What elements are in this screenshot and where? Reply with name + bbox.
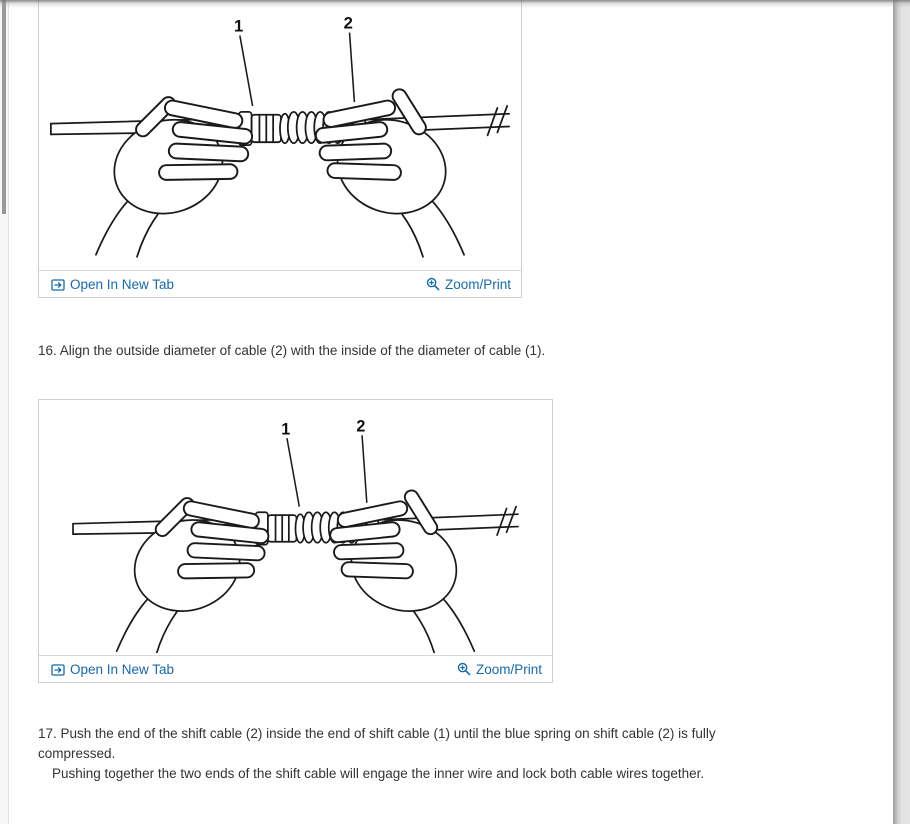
figure-1-image-area xyxy=(39,0,521,270)
open-in-new-tab-label: Open In New Tab xyxy=(70,276,175,292)
figure-1-footer xyxy=(39,270,521,297)
figure-2-footer xyxy=(39,655,552,682)
open-in-new-tab-icon xyxy=(51,278,65,291)
callout-1-label: 1 xyxy=(233,16,244,36)
step-17 xyxy=(38,724,743,784)
open-in-new-tab-link[interactable] xyxy=(51,277,174,292)
shift-cable-illustration-2 xyxy=(45,402,546,653)
open-in-new-tab-label: Open In New Tab xyxy=(70,661,175,677)
step-16-text: 16. Align the outside diameter of cable (2) with the inside of the diameter of cable (1). xyxy=(38,343,546,358)
callout-1-label: 1 xyxy=(281,420,291,439)
step-17-text: 17. Push the end of the shift cable (2) inside the end of shift cable (1) until the blue spring on shift cable (2) is fully compressed. xyxy=(38,726,716,761)
callout-2-label: 2 xyxy=(343,13,353,33)
callout-2-label: 2 xyxy=(356,417,366,436)
figure-2-image-area xyxy=(39,400,552,655)
scrollbar-thumb[interactable] xyxy=(2,0,6,214)
vertical-scrollbar[interactable] xyxy=(0,0,9,824)
right-gutter xyxy=(893,0,910,824)
zoom-print-label: Zoom/Print xyxy=(475,661,542,677)
open-in-new-tab-icon xyxy=(51,663,65,676)
step-17-note: Pushing together the two ends of the shift cable will engage the inner wire and lock both cable wires together. xyxy=(52,766,705,781)
zoom-print-link[interactable] xyxy=(426,277,511,292)
zoom-icon xyxy=(426,277,440,291)
step-16 xyxy=(38,341,743,361)
zoom-print-link[interactable] xyxy=(457,662,542,677)
zoom-icon xyxy=(457,662,471,676)
figure-card-2 xyxy=(38,399,553,683)
figure-card-1 xyxy=(38,0,522,298)
open-in-new-tab-link[interactable] xyxy=(51,662,174,677)
zoom-print-label: Zoom/Print xyxy=(444,276,511,292)
shift-cable-illustration-1 xyxy=(45,0,515,268)
